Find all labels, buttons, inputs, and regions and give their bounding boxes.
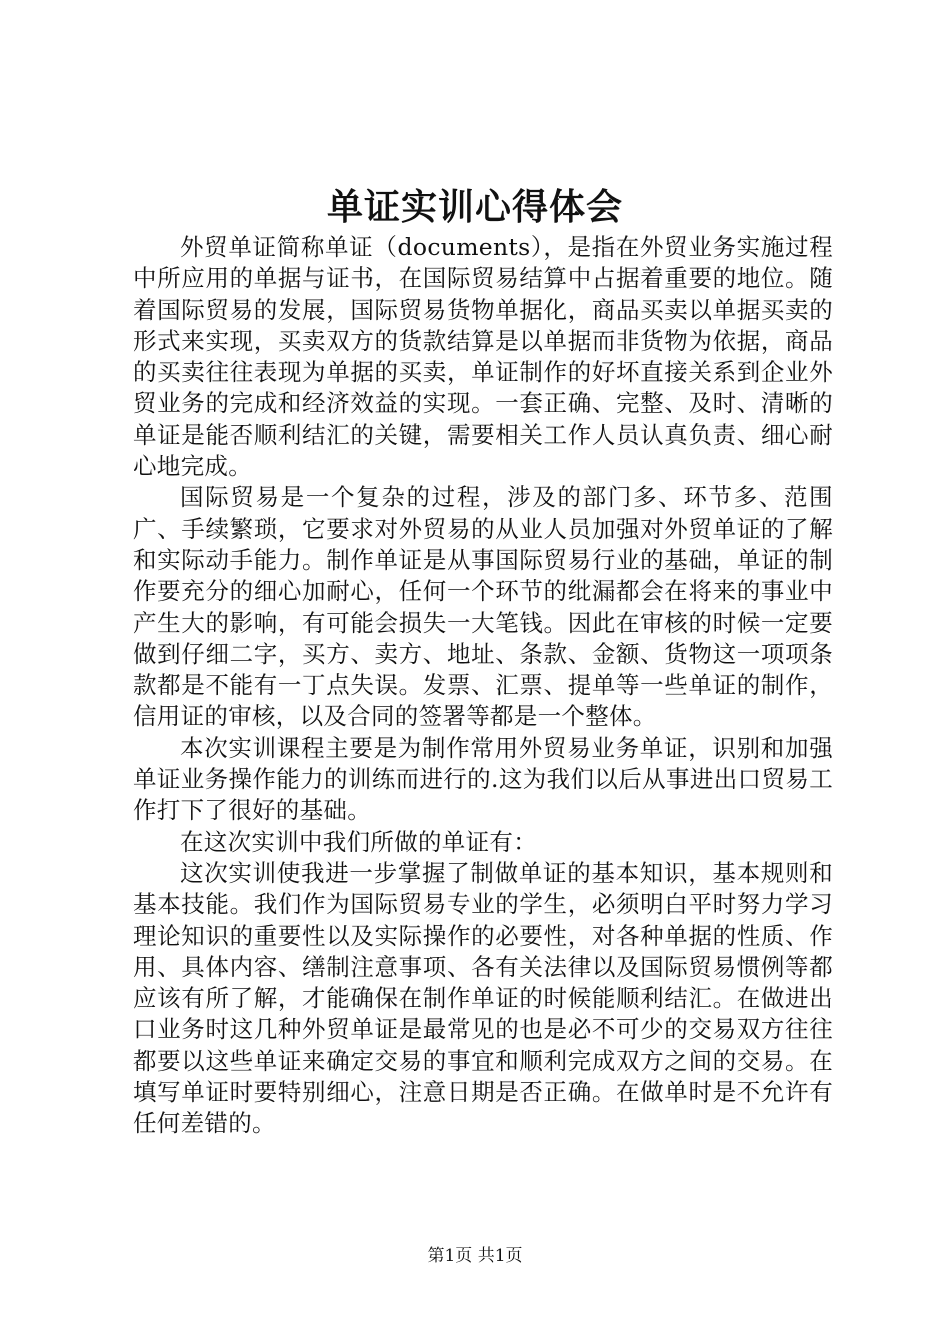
paragraph-1: 外贸单证简称单证（documents），是指在外贸业务实施过程中所应用的单据与证书，在国际贸易结算中占据着重要的地位。随着国际贸易的发展，国际贸易货物单据化，商品买卖以单据买卖的形式来实现，买卖双方的货款结算是以单据而非货物为依据，商品的买卖往往表现为单据的买卖，单证制作的好坏直接关系到企业外贸业务的完成和经济效益的实现。一套正确、完整、及时、清晰的单证是能否顺利结汇的关键，需要相关工作人员认真负责、细心耐心地完成。 (133, 233, 833, 481)
paragraph-5: 这次实训使我进一步掌握了制做单证的基本知识，基本规则和基本技能。我们作为国际贸易专业的学生，必须明白平时努力学习理论知识的重要性以及实际操作的必要性，对各种单据的性质、作用、具体内容、缮制注意事项、各有关法律以及国际贸易惯例等都应该有所了解，才能确保在制作单证的时候能顺利结汇。在做进出口业务时这几种外贸单证是最常见的也是必不可少的交易双方往往都要以这些单证来确定交易的事宜和顺利完成双方之间的交易。在填写单证时要特别细心，注意日期是否正确。在做单时是不允许有任何差错的。 (133, 858, 833, 1138)
document-body (133, 232, 833, 1140)
paragraph-2: 国际贸易是一个复杂的过程，涉及的部门多、环节多、范围广、手续繁琐，它要求对外贸易的从业人员加强对外贸单证的了解和实际动手能力。制作单证是从事国际贸易行业的基础，单证的制作要充分的细心加耐心，任何一个环节的纰漏都会在将来的事业中产生大的影响，有可能会损失一大笔钱。因此在审核的时候一定要做到仔细二字，买方、卖方、地址、条款、金额、货物这一项项条款都是不能有一丁点失误。发票、汇票、提单等一些单证的制作，信用证的审核，以及合同的签署等都是一个整体。 (133, 483, 833, 731)
document-title: 单证实训心得体会 (326, 186, 623, 228)
page-footer: 第1页 共1页 (427, 1246, 523, 1266)
paragraph-3: 本次实训课程主要是为制作常用外贸易业务单证，识别和加强单证业务操作能力的训练而进行的.这为我们以后从事进出口贸易工作打下了很好的基础。 (133, 733, 833, 825)
paragraph-4: 在这次实训中我们所做的单证有： (180, 827, 537, 856)
